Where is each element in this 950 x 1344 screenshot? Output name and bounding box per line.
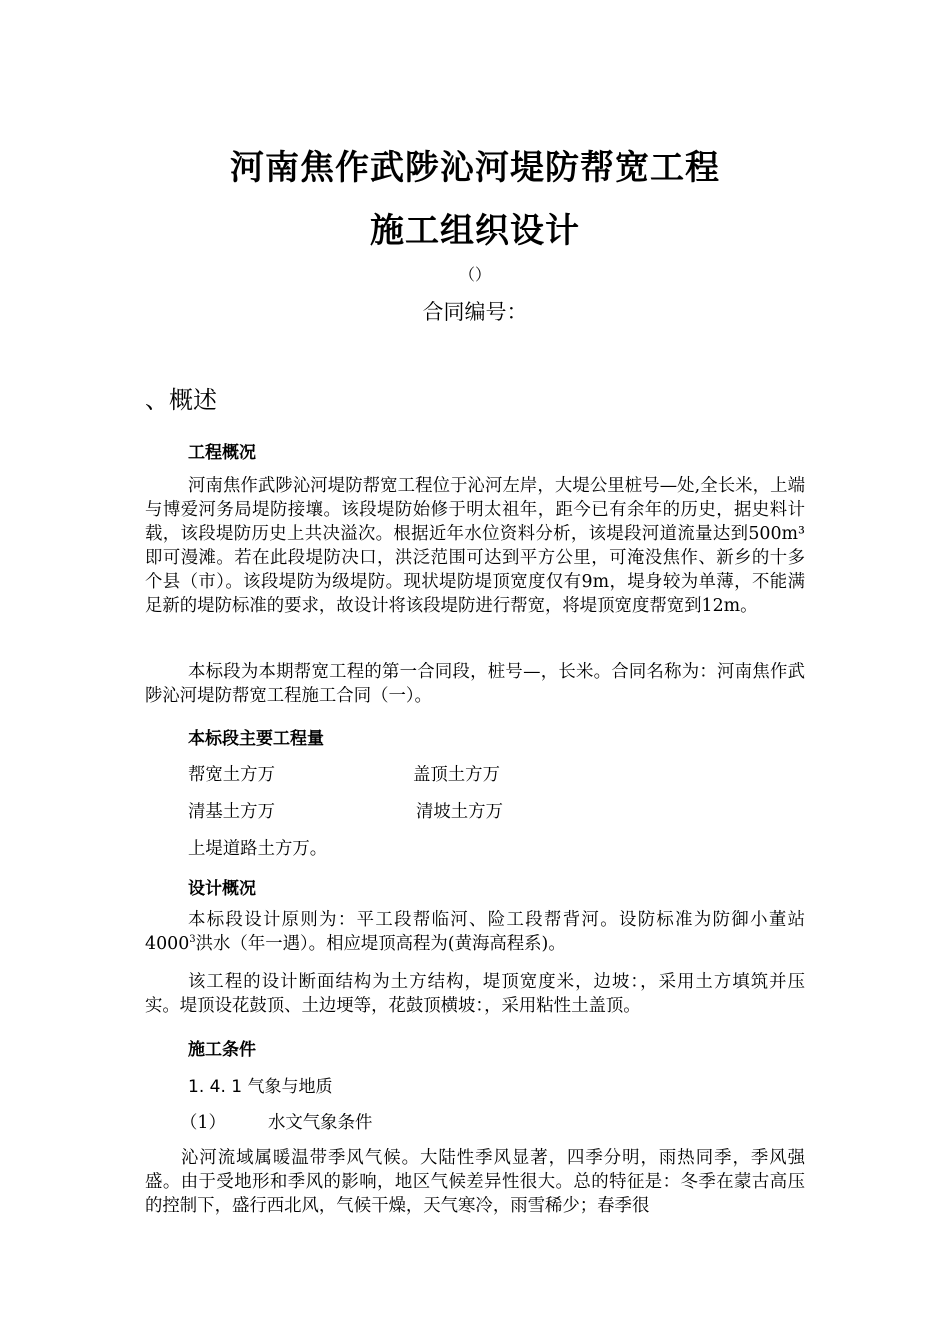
paragraph-contract-section: 本标段为本期帮宽工程的第一合同段，桩号—，长米。合同名称为：河南焦作武陟沁河堤防帮宽工程施工合同（一）。 [145, 662, 805, 706]
paragraph-design-section: 该工程的设计断面结构为土方结构，堤顶宽度米，边坡：，采用土方填筑并压实。堤顶设花鼓顶、土边埂等，花鼓顶横坡：，采用粘性土盖顶。 [145, 972, 805, 1016]
subheading-construction-conditions: 施工条件 [188, 1040, 256, 1060]
contract-number-label: 合同编号： [422, 300, 528, 324]
subheading-climate-geology: 1. 4. 1 气象与地质 [188, 1077, 333, 1097]
subheading-design-overview: 设计概况 [188, 879, 256, 899]
design-principle-text-b: 洪水（年一遇）。相应堤顶高程为(黄海高程系)。 [195, 934, 566, 954]
paragraph-design-principle [145, 908, 805, 956]
quantity-capping-earthwork: 盖顶土方万 [413, 765, 500, 785]
subheading-project-overview: 工程概况 [188, 443, 256, 463]
document-title-line1: 河南焦作武陟沁河堤防帮宽工程 [230, 148, 720, 188]
subheading-main-quantities: 本标段主要工程量 [188, 729, 324, 749]
title-parenthesis: （） [458, 265, 491, 284]
design-principle-superscript: 3 [189, 934, 196, 946]
paragraph-climate: 沁河流域属暖温带季风气候。大陆性季风显著，四季分明，雨热同季，季风强盛。由于受地形和季风的影响，地区气候差异性很大。总的特征是：冬季在蒙古高压的控制下，盛行西北风，气候干燥，天气寒冷，雨雪稀少；春季很 [145, 1148, 805, 1216]
quantity-foundation-clearing: 清基土方万 [188, 802, 275, 822]
quantity-access-road: 上堤道路土方万。 [188, 839, 328, 859]
document-title-line2: 施工组织设计 [370, 211, 580, 251]
quantity-slope-clearing: 清坡土方万 [416, 802, 503, 822]
section-heading-overview: 、概述 [145, 386, 217, 414]
quantity-widening-earthwork: 帮宽土方万 [188, 765, 275, 785]
design-principle-text-a: 本标段设计原则为：平工段帮临河、险工段帮背河。设防标准为防御小董站 4000 [145, 910, 805, 954]
paragraph-project-overview: 河南焦作武陟沁河堤防帮宽工程位于沁河左岸，大堤公里桩号—处,全长米，上端与博爱河务局堤防接壤。该段堤防始修于明太祖年，距今已有余年的历史，据史料计载，该段堤防历史上共决溢次。根据近年水位资料分析，该堤段河道流量达到500m³即可漫滩。若在此段堤防决口，洪泛范围可达到平方公里，可淹没焦作、新乡的十多个县（市）。该段堤防为级堤防。现状堤防堤顶宽度仅有9m，堤身较为单薄，不能满足新的堤防标准的要求，故设计将该段堤防进行帮宽，将堤顶宽度帮宽到12m。 [145, 476, 805, 616]
list-item-number: （1） [180, 1113, 226, 1133]
list-item-hydrology-label: 水文气象条件 [268, 1113, 373, 1133]
